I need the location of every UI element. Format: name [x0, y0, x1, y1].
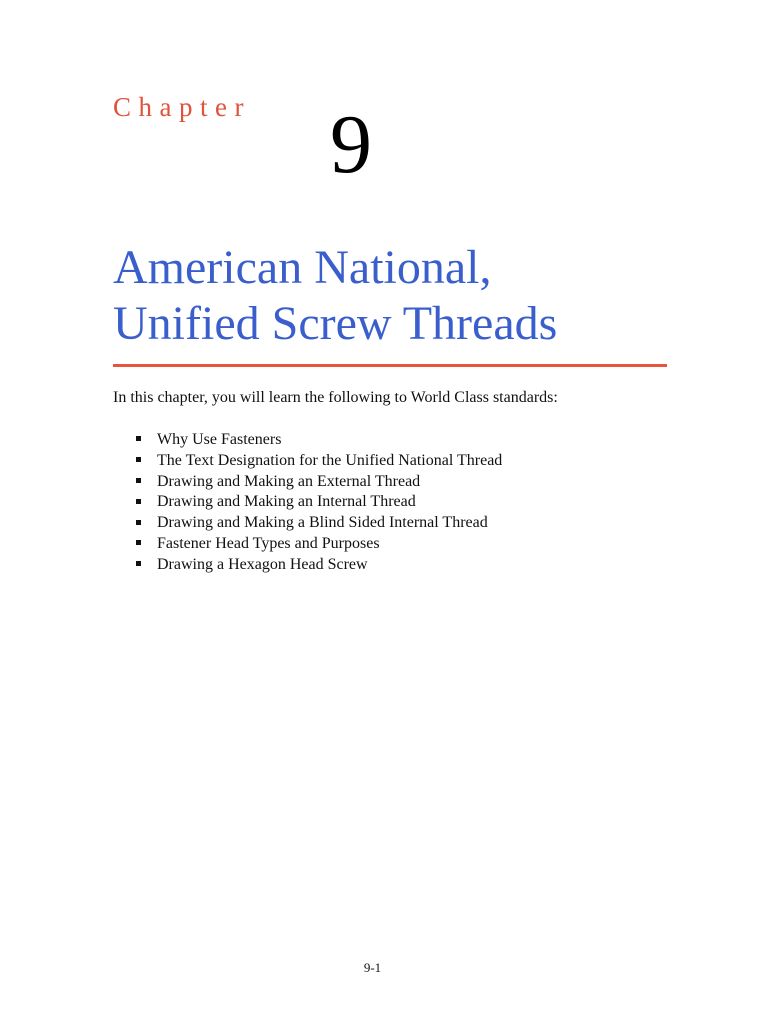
square-bullet-icon [136, 561, 141, 566]
chapter-title-line-1: American National, [113, 241, 492, 294]
list-item-text: Drawing a Hexagon Head Screw [157, 555, 368, 573]
list-item [136, 451, 502, 472]
list-item [136, 534, 502, 555]
list-item [136, 430, 502, 451]
list-item-text: Drawing and Making an External Thread [157, 472, 421, 490]
chapter-title-line-2: Unified Screw Threads [113, 297, 558, 350]
chapter-title [113, 240, 557, 352]
square-bullet-icon [136, 540, 141, 545]
square-bullet-icon [136, 457, 141, 462]
list-item [136, 513, 502, 534]
chapter-label: Chapter [113, 92, 251, 122]
square-bullet-icon [136, 499, 141, 504]
list-item [136, 472, 502, 493]
list-item-text: Drawing and Making a Blind Sided Internal Thread [157, 514, 488, 532]
chapter-number: 9 [330, 98, 372, 191]
list-item [136, 492, 502, 513]
title-divider [113, 364, 667, 367]
square-bullet-icon [136, 436, 141, 441]
list-item-text: Fastener Head Types and Purposes [157, 534, 380, 552]
chapter-intro: In this chapter, you will learn the following to World Class standards: [113, 389, 558, 406]
page-number: 9-1 [363, 960, 382, 975]
objectives-list [136, 430, 502, 576]
list-item-text: Drawing and Making an Internal Thread [157, 493, 416, 511]
list-item-text: Why Use Fasteners [157, 431, 282, 448]
square-bullet-icon [136, 478, 141, 483]
list-item-text: The Text Designation for the Unified National Thread [157, 451, 503, 469]
list-item [136, 555, 502, 576]
square-bullet-icon [136, 520, 141, 525]
